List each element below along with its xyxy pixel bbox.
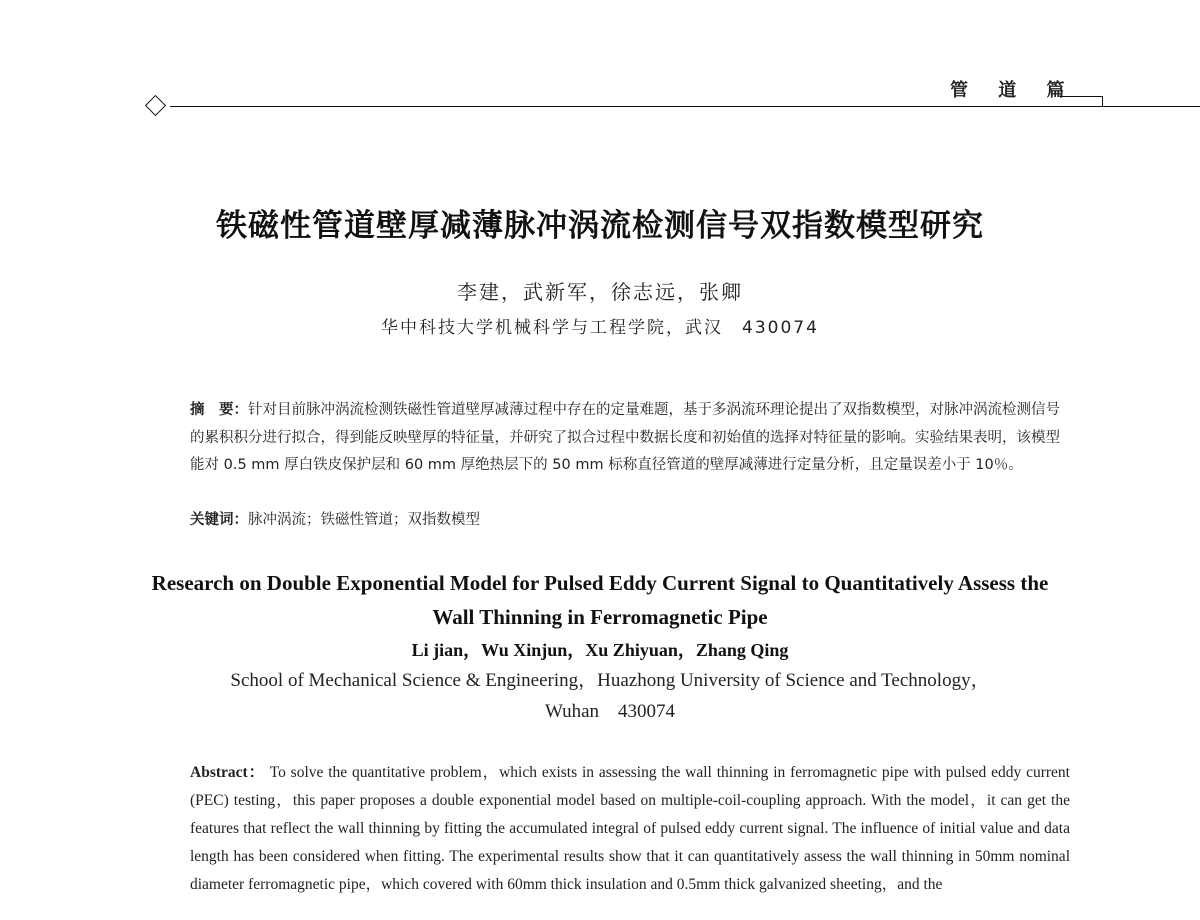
authors-en: Li jian，Wu Xinjun，Xu Zhiyuan，Zhang Qing — [411, 640, 789, 660]
keywords-cn-label: 关键词： — [190, 512, 248, 528]
abstract-cn-label: 摘 要： — [190, 402, 248, 418]
paper-title-en: Research on Double Exponential Model for Pulsed Eddy Current Signal to Quantitatively Assess the Wall Thinning in Ferromagnetic Pipe — [151, 571, 1049, 629]
affiliation-en: School of Mechanical Science & Engineering，Huazhong University of Science and Technology，Wuhan 430074 — [230, 670, 990, 722]
abstract-en — [190, 759, 1070, 899]
section-tag: 管 道 篇 — [950, 80, 1077, 101]
header-rule — [170, 106, 1200, 107]
abstract-cn-text: 针对目前脉冲涡流检测铁磁性管道壁厚减薄过程中存在的定量难题，基于多涡流环理论提出了双指数模型，对脉冲涡流检测信号的累积积分进行拟合，得到能反映壁厚的特征量，并研究了拟合过程中数据长度和初始值的选择对特征量的影响。实验结果表明，该模型能对 0.5 mm 厚白铁皮保护层和 60 mm 厚绝热层下的 50 mm 标称直径管道的壁厚减薄进行定量分析，且定量误差小于 10％。 — [190, 402, 1060, 473]
affiliation-cn: 华中科技大学机械科学与工程学院，武汉 430074 — [381, 318, 819, 338]
header-rule-end — [1060, 96, 1103, 107]
abstract-en-text: To solve the quantitative problem，which exists in assessing the wall thinning in ferromagnetic pipe with pulsed eddy current (PEC) testing，this paper proposes a double exponential model based on multiple-coil-coupling approach. With the model，it can get the features that reflect the wall thinning by fitting the accumulated integral of pulsed eddy current signal. The influence of initial value and data length has been considered when fitting. The experimental results show that it can quantitatively assess the wall thinning in 50mm nominal diameter ferromagnetic pipe，which covered with 60mm thick insulation and 0.5mm thick galvanized sheeting，and the — [190, 764, 1070, 893]
abstract-cn — [190, 397, 1070, 480]
keywords-cn — [190, 507, 1070, 535]
abstract-en-label: Abstract： — [190, 764, 266, 781]
authors-cn: 李建，武新军，徐志远，张卿 — [457, 280, 743, 304]
paper-title-cn: 铁磁性管道壁厚减薄脉冲涡流检测信号双指数模型研究 — [216, 208, 984, 244]
diamond-icon — [145, 95, 166, 116]
keywords-cn-text: 脉冲涡流；铁磁性管道；双指数模型 — [248, 512, 480, 528]
